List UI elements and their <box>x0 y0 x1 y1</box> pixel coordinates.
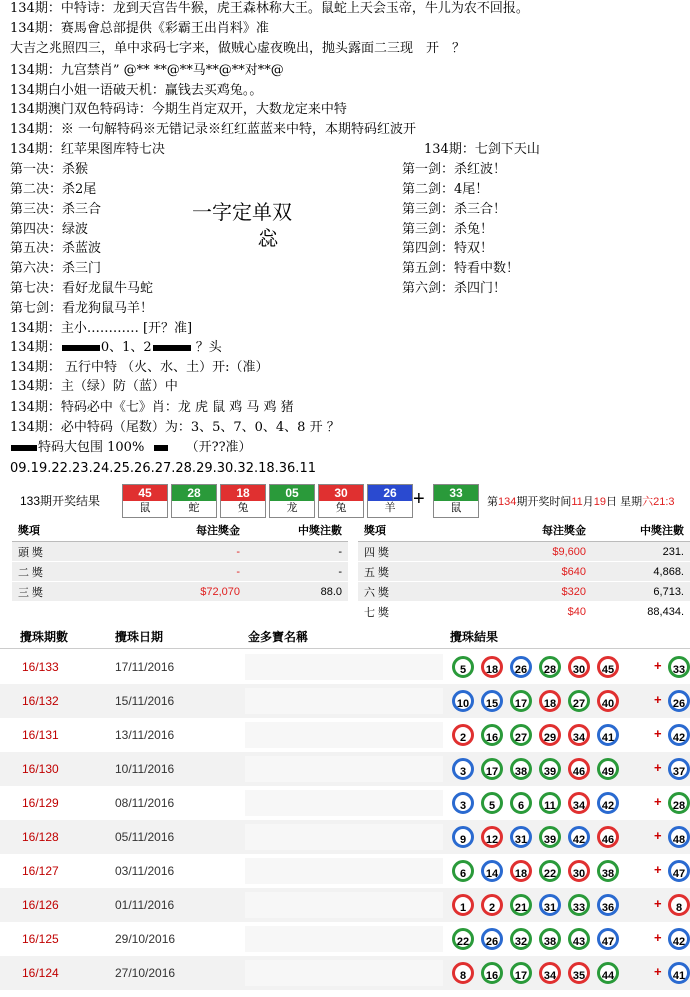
text-line-5: 134期白小姐一语破天机：赢钱去买鸡兔。。 <box>10 83 263 98</box>
history-ball: 9 <box>452 826 474 848</box>
cell: 88.0 <box>246 582 348 602</box>
history-ball: 39 <box>539 758 561 780</box>
history-ball: 47 <box>597 928 619 950</box>
table-row <box>12 542 348 562</box>
history-ball: 21 <box>510 894 532 916</box>
history-ball: 49 <box>597 758 619 780</box>
history-name-cell <box>245 688 443 714</box>
history-name-cell <box>245 892 443 918</box>
ball-zodiac: 蛇 <box>188 502 200 514</box>
cell: $320 <box>430 582 592 602</box>
ball-number: 28 <box>172 485 216 501</box>
history-issue: 16/133 <box>22 660 59 674</box>
history-special-ball: 41 <box>668 962 690 984</box>
cell: $72,070 <box>84 582 246 602</box>
history-issue: 16/127 <box>22 864 59 878</box>
history-ball: 38 <box>539 928 561 950</box>
bar-decoration <box>154 445 168 451</box>
history-ball: 18 <box>481 656 503 678</box>
ball-zodiac: 羊 <box>384 502 396 514</box>
result-ball <box>171 484 217 518</box>
plus-sign: + <box>413 488 425 510</box>
history-ball: 18 <box>539 690 561 712</box>
table-row <box>12 562 348 582</box>
text-line-3: 大吉之兆照四三，单中求码七字来，做贼心虚夜晚出，抛头露面二三现 开 ？ <box>10 41 466 56</box>
table-row <box>358 602 690 622</box>
info-text: 日 星期 <box>606 496 643 508</box>
jue-4: 第四决：绿波 <box>10 222 89 237</box>
history-ball: 10 <box>452 690 474 712</box>
info-text: 期开奖时间 <box>516 496 572 508</box>
table-row <box>358 542 690 562</box>
text-line-10-mid: 0、1、2 <box>100 340 152 355</box>
history-ball: 28 <box>539 656 561 678</box>
info-month: 11 <box>571 496 583 508</box>
jue-5: 第五决：杀蓝波 <box>10 241 102 256</box>
history-ball: 38 <box>597 860 619 882</box>
history-ball: 2 <box>452 724 474 746</box>
history-ball: 31 <box>539 894 561 916</box>
history-ball: 30 <box>568 860 590 882</box>
history-ball: 43 <box>568 928 590 950</box>
history-ball: 27 <box>510 724 532 746</box>
history-ball: 34 <box>568 792 590 814</box>
history-special-ball: 28 <box>668 792 690 814</box>
history-ball: 26 <box>481 928 503 950</box>
history-ball: 44 <box>597 962 619 984</box>
jue-2: 第二决：杀2尾 <box>10 182 97 197</box>
history-ball: 5 <box>452 656 474 678</box>
history-ball: 46 <box>597 826 619 848</box>
cell: $640 <box>430 562 592 582</box>
history-ball: 3 <box>452 792 474 814</box>
history-ball: 39 <box>539 826 561 848</box>
info-text: 第 <box>487 496 498 508</box>
history-date: 01/11/2016 <box>115 898 175 912</box>
jian-3: 第三剑：杀三合！ <box>402 202 507 217</box>
history-plus: + <box>654 828 662 843</box>
history-ball: 15 <box>481 690 503 712</box>
history-special-ball: 47 <box>668 860 690 882</box>
text-line-10-prefix: 134期： <box>10 340 61 355</box>
cell: $40 <box>430 602 592 622</box>
history-special-ball: 33 <box>668 656 690 678</box>
next-draw-info <box>487 493 675 509</box>
history-plus: + <box>654 896 662 911</box>
history-row <box>0 820 690 854</box>
cell: $9,600 <box>430 542 592 562</box>
history-ball: 22 <box>452 928 474 950</box>
history-ball: 41 <box>597 724 619 746</box>
history-ball: 12 <box>481 826 503 848</box>
table-row <box>358 582 690 602</box>
ball-zodiac: 鼠 <box>450 502 462 514</box>
info-issue: 134 <box>498 496 517 508</box>
jian-2: 第二剑：4尾！ <box>402 182 489 197</box>
cell: 五 獎 <box>358 562 430 582</box>
history-col-name: 金多寶名稱 <box>248 630 309 644</box>
history-plus: + <box>654 692 662 707</box>
history-row <box>0 718 690 752</box>
text-line-10 <box>10 340 222 356</box>
history-ball: 31 <box>510 826 532 848</box>
text-line-10-tail: ？头 <box>195 340 222 355</box>
jian-6: 第五剑：特看中数！ <box>402 261 520 276</box>
jue-6: 第六决：杀三门 <box>10 261 102 276</box>
history-ball: 16 <box>481 724 503 746</box>
text-line-15-main: 特码大包围 100% <box>38 440 145 455</box>
result-ball <box>220 484 266 518</box>
jue-7: 第七决：看好龙鼠牛马蛇 <box>10 281 154 296</box>
info-text: 月 <box>582 496 594 508</box>
bar-decoration <box>153 345 191 351</box>
col-header: 獎項 <box>358 519 430 542</box>
history-issue: 16/128 <box>22 830 59 844</box>
ball-number: 30 <box>319 485 363 501</box>
history-plus: + <box>654 862 662 877</box>
history-issue: 16/129 <box>22 796 59 810</box>
history-ball: 17 <box>481 758 503 780</box>
history-ball: 34 <box>539 962 561 984</box>
history-name-cell <box>245 824 443 850</box>
bar-decoration <box>62 345 100 351</box>
special-ball <box>433 484 479 518</box>
history-row <box>0 888 690 922</box>
history-plus: + <box>654 964 662 979</box>
history-col-issue: 攪珠期數 <box>20 630 69 644</box>
history-ball: 1 <box>452 894 474 916</box>
history-ball: 14 <box>481 860 503 882</box>
ball-number: 18 <box>221 485 265 501</box>
result-label: 133期开奖结果 <box>20 494 101 508</box>
text-line-15 <box>10 440 252 456</box>
text-line-15-tail: （开??准） <box>185 440 252 455</box>
text-line-14: 134期：必中特码（尾数）为：3、5、7、0、4、8 开 ？ <box>10 420 340 435</box>
text-line-13: 134期：特码必中《七》肖：龙 虎 鼠 鸡 马 鸡 猪 <box>10 400 294 415</box>
history-col-result: 攪珠結果 <box>450 630 499 644</box>
history-ball: 42 <box>568 826 590 848</box>
history-row <box>0 922 690 956</box>
ball-number: 05 <box>270 485 314 501</box>
cell: 四 獎 <box>358 542 430 562</box>
history-special-ball: 48 <box>668 826 690 848</box>
history-issue: 16/130 <box>22 762 59 776</box>
history-date: 08/11/2016 <box>115 796 175 810</box>
history-date: 29/10/2016 <box>115 932 176 946</box>
jian-1: 第一剑：杀红波！ <box>402 162 507 177</box>
history-ball: 11 <box>539 792 561 814</box>
history-special-ball: 42 <box>668 928 690 950</box>
cell: - <box>246 562 348 582</box>
history-issue: 16/132 <box>22 694 59 708</box>
history-date: 13/11/2016 <box>115 728 175 742</box>
history-ball: 18 <box>510 860 532 882</box>
ball-number: 33 <box>434 485 478 501</box>
history-row <box>0 752 690 786</box>
history-ball: 6 <box>510 792 532 814</box>
result-bar <box>0 482 690 518</box>
history-ball: 17 <box>510 690 532 712</box>
cell: - <box>246 542 348 562</box>
history-plus: + <box>654 930 662 945</box>
jue-1: 第一决：杀猴 <box>10 162 89 177</box>
history-name-cell <box>245 756 443 782</box>
history-ball: 27 <box>568 690 590 712</box>
history-ball: 2 <box>481 894 503 916</box>
history-name-cell <box>245 926 443 952</box>
info-weekday: 六 <box>642 496 654 508</box>
number-list: 09.19.22.23.24.25.26.27.28.29.30.32.18.36.11 <box>10 461 316 476</box>
table-row <box>358 562 690 582</box>
history-date: 05/11/2016 <box>115 830 175 844</box>
cell: 6,713. <box>592 582 690 602</box>
text-line-1: 134期：中特诗：龙到天宫告牛猴，虎王森林称大王。鼠蛇上天会玉帝，牛儿为农不回报。 <box>10 1 529 16</box>
history-special-ball: 42 <box>668 724 690 746</box>
ball-number: 45 <box>123 485 167 501</box>
result-ball <box>367 484 413 518</box>
history-special-ball: 37 <box>668 758 690 780</box>
col-header: 獎項 <box>12 519 84 542</box>
history-name-cell <box>245 654 443 680</box>
history-ball: 6 <box>452 860 474 882</box>
history-ball: 32 <box>510 928 532 950</box>
prize-table-left <box>12 519 348 602</box>
result-ball <box>122 484 168 518</box>
history-ball: 34 <box>568 724 590 746</box>
right-title: 134期：七剑下天山 <box>424 142 540 157</box>
history-name-cell <box>245 960 443 986</box>
history-row <box>0 684 690 718</box>
history-plus: + <box>654 794 662 809</box>
history-date: 17/11/2016 <box>115 660 175 674</box>
history-date: 03/11/2016 <box>115 864 175 878</box>
history-ball: 38 <box>510 758 532 780</box>
col-header: 每注獎金 <box>430 519 592 542</box>
history-special-ball: 8 <box>668 894 690 916</box>
ball-zodiac: 兔 <box>237 502 249 514</box>
history-ball: 30 <box>568 656 590 678</box>
jue-3: 第三决：杀三合 <box>10 202 102 217</box>
history-ball: 42 <box>597 792 619 814</box>
history-col-date: 攪珠日期 <box>115 630 164 644</box>
table-row <box>12 582 348 602</box>
jian-4: 第三剑：杀兔！ <box>402 222 494 237</box>
text-line-11: 134期： 五行中特 （火、水、土）开:（准） <box>10 360 269 375</box>
history-issue: 16/131 <box>22 728 59 742</box>
text-line-7: 134期：※ 一句解特码※无错记录※红红蓝蓝来中特，本期特码红波开 <box>10 122 416 137</box>
cell: 三 獎 <box>12 582 84 602</box>
history-name-cell <box>245 858 443 884</box>
text-line-9: 134期：主小………… [开？准] <box>10 321 193 336</box>
history-row <box>0 854 690 888</box>
history-special-ball: 26 <box>668 690 690 712</box>
history-name-cell <box>245 722 443 748</box>
history-row <box>0 650 690 684</box>
history-date: 10/11/2016 <box>115 762 175 776</box>
result-ball <box>269 484 315 518</box>
history-ball: 26 <box>510 656 532 678</box>
cell: 七 獎 <box>358 602 430 622</box>
col-header: 中獎注數 <box>592 519 690 542</box>
history-ball: 29 <box>539 724 561 746</box>
cell: - <box>84 542 246 562</box>
history-ball: 17 <box>510 962 532 984</box>
history-ball: 5 <box>481 792 503 814</box>
history-plus: + <box>654 658 662 673</box>
history-ball: 36 <box>597 894 619 916</box>
history-ball: 35 <box>568 962 590 984</box>
jian-7: 第六剑：杀四门！ <box>402 281 507 296</box>
text-line-12: 134期：主（绿）防（蓝）中 <box>10 379 178 394</box>
ball-zodiac: 兔 <box>335 502 347 514</box>
history-plus: + <box>654 760 662 775</box>
history-ball: 16 <box>481 962 503 984</box>
col-header: 每注獎金 <box>84 519 246 542</box>
bar-decoration <box>11 445 37 451</box>
text-line-8: 134期：红苹果图库特七决 <box>10 142 165 157</box>
text-line-2: 134期：赛馬會总部提供《彩霸王出肖料》准 <box>10 21 269 36</box>
info-day: 19 <box>593 496 607 508</box>
history-row <box>0 786 690 820</box>
history-name-cell <box>245 790 443 816</box>
history-header <box>0 624 690 649</box>
cell: 頭 獎 <box>12 542 84 562</box>
ball-zodiac: 龙 <box>286 502 298 514</box>
text-line-4: 134期：九宫禁肖” @** **@**马**@**对**@ <box>10 63 284 78</box>
history-row <box>0 956 690 990</box>
history-issue: 16/125 <box>22 932 59 946</box>
history-ball: 3 <box>452 758 474 780</box>
col-header: 中獎注數 <box>246 519 348 542</box>
history-ball: 22 <box>539 860 561 882</box>
cell: 二 獎 <box>12 562 84 582</box>
prize-table-right <box>358 519 690 622</box>
history-plus: + <box>654 726 662 741</box>
cell: 88,434. <box>592 602 690 622</box>
cell: 六 獎 <box>358 582 430 602</box>
cell: - <box>84 562 246 582</box>
history-ball: 8 <box>452 962 474 984</box>
jian-5: 第四剑：特双！ <box>402 241 494 256</box>
history-ball: 46 <box>568 758 590 780</box>
history-ball: 45 <box>597 656 619 678</box>
cell: 231. <box>592 542 690 562</box>
cell: 4,868. <box>592 562 690 582</box>
result-ball <box>318 484 364 518</box>
history-date: 15/11/2016 <box>115 694 175 708</box>
motto-title: 一字定单双 <box>192 200 292 224</box>
text-line-6: 134期澳门双色特码诗：今期生肖定双开，大数龙定来中特 <box>10 102 347 117</box>
history-date: 27/10/2016 <box>115 966 176 980</box>
ball-zodiac: 鼠 <box>139 502 151 514</box>
history-ball: 40 <box>597 690 619 712</box>
history-ball: 33 <box>568 894 590 916</box>
ball-number: 26 <box>368 485 412 501</box>
info-time: 21:3 <box>653 496 675 508</box>
history-issue: 16/124 <box>22 966 59 980</box>
jue-8: 第七剑：看龙狗鼠马羊！ <box>10 301 154 316</box>
motto-sub: 惢 <box>258 226 278 250</box>
history-issue: 16/126 <box>22 898 59 912</box>
